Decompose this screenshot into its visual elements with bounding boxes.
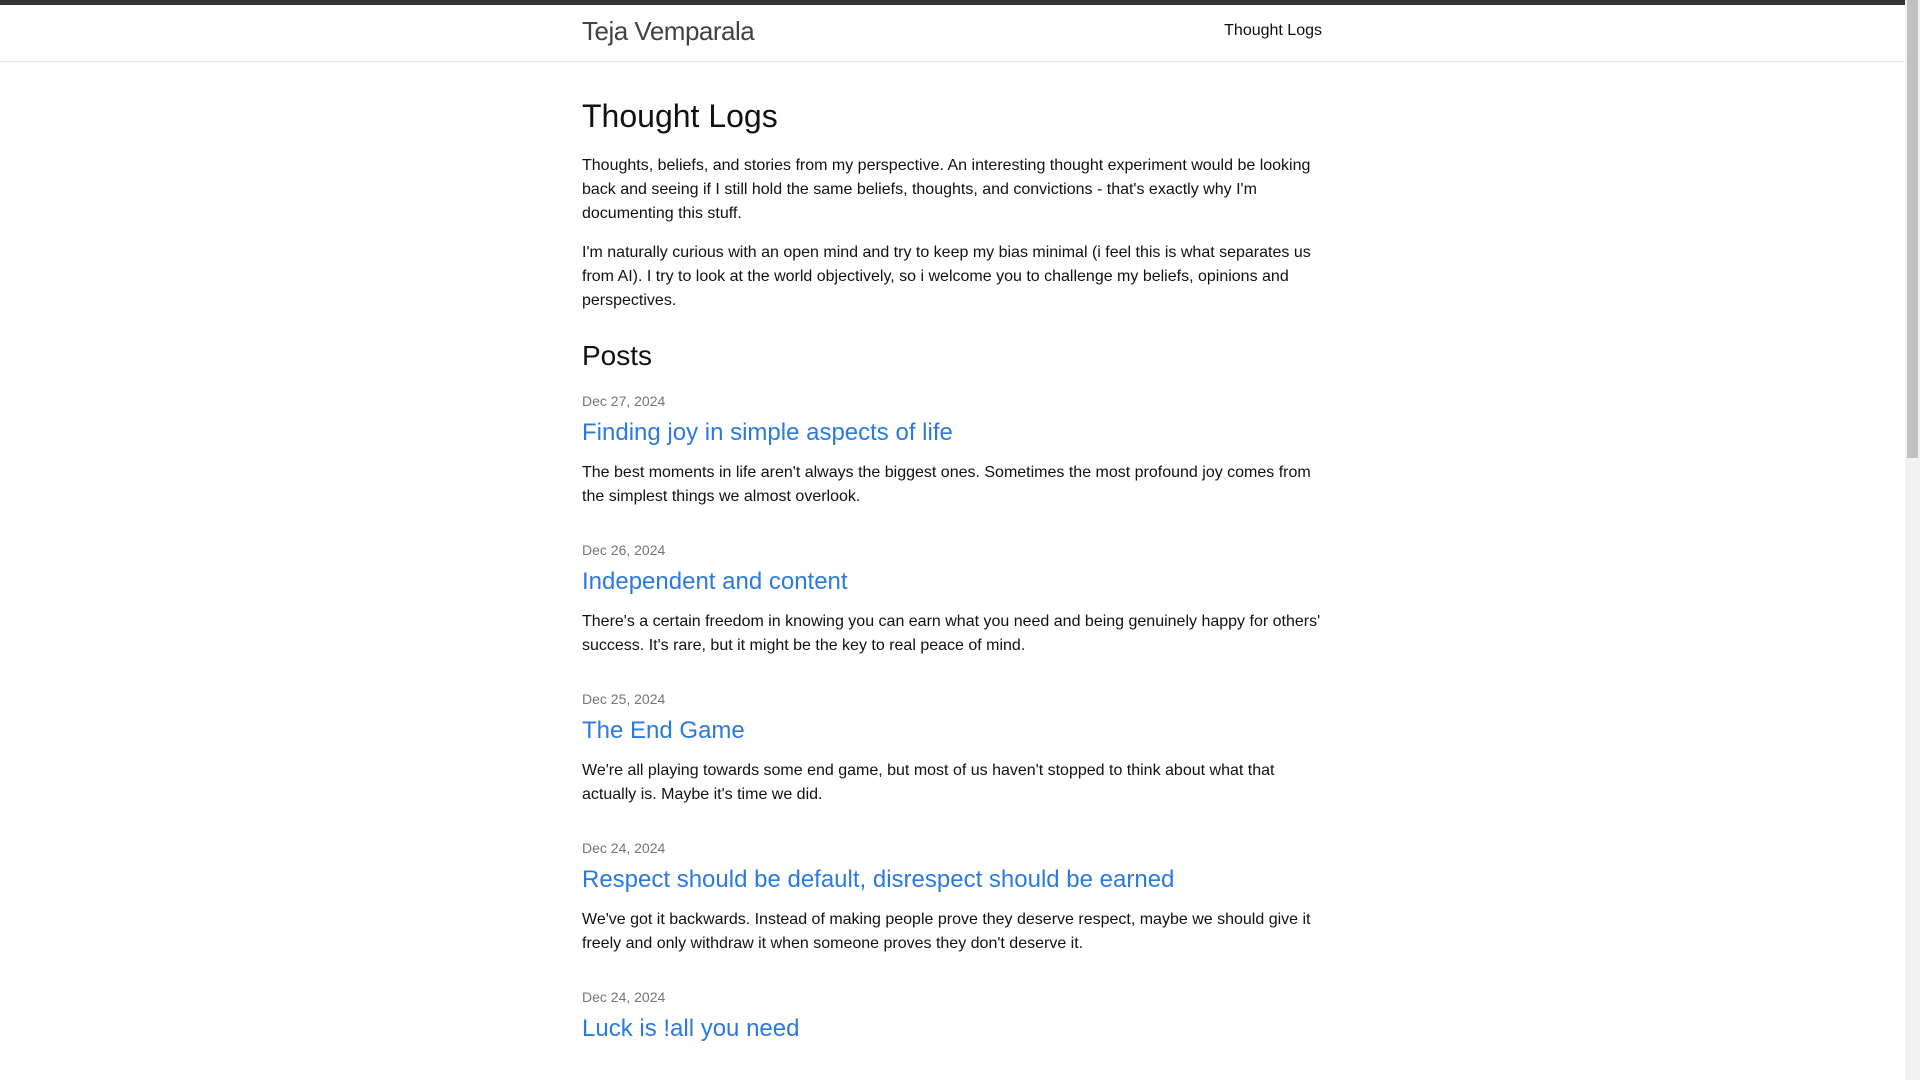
post-date: Dec 26, 2024 [582,542,666,558]
post-date: Dec 27, 2024 [582,393,666,409]
page-title: Thought Logs [582,98,778,134]
post-excerpt: We're all playing towards some end game, but most of us haven't stopped to think about what that actually is. Maybe it's time we did. [582,762,1275,803]
nav-link-thought-logs[interactable]: Thought Logs [1224,22,1322,39]
site-title-link[interactable]: Teja Vemparala [582,16,755,46]
posts-heading: Posts [582,340,653,371]
scrollbar-thumb[interactable] [1907,0,1918,458]
post-date: Dec 24, 2024 [582,840,666,856]
post-item [582,987,1322,1045]
post-title-link[interactable]: Respect should be default, disrespect should be earned [582,866,1175,893]
post-item [582,838,1322,956]
post-excerpt: The best moments in life aren't always the biggest ones. Sometimes the most profound joy comes from the simplest things we almost overlook. [582,464,1311,505]
post-title-link[interactable]: The End Game [582,717,745,744]
header-container [582,5,1322,61]
post-title-link[interactable]: Finding joy in simple aspects of life [582,419,953,446]
intro [582,154,1322,313]
post-item [582,540,1322,658]
site-header [0,5,1905,62]
post-title-link[interactable]: Luck is !all you need [582,1015,800,1042]
post-item [582,689,1322,807]
post-title-link[interactable]: Independent and content [582,568,848,595]
post-item [582,391,1322,509]
post-date: Dec 24, 2024 [582,989,666,1005]
intro-paragraph: Thoughts, beliefs, and stories from my perspective. An interesting thought experiment would be looking back and seeing if I still hold the same beliefs, thoughts, and convictions - that's exactly why I'm documenting this stuff. [582,157,1311,222]
main-content [582,62,1322,1057]
post-excerpt: We've got it backwards. Instead of making people prove they deserve respect, maybe we should give it freely and only withdraw it when someone proves they don't deserve it. [582,911,1311,952]
intro-paragraph: I'm naturally curious with an open mind and try to keep my bias minimal (i feel this is what separates us from AI). I try to look at the world objectively, so i welcome you to challenge my beliefs, opinions and perspectives. [582,244,1311,309]
post-date: Dec 25, 2024 [582,691,666,707]
vertical-scrollbar[interactable] [1905,0,1920,1080]
post-list [582,391,1322,1045]
post-excerpt: There's a certain freedom in knowing you can earn what you need and being genuinely happy for others' success. It's rare, but it might be the key to real peace of mind. [582,613,1321,654]
